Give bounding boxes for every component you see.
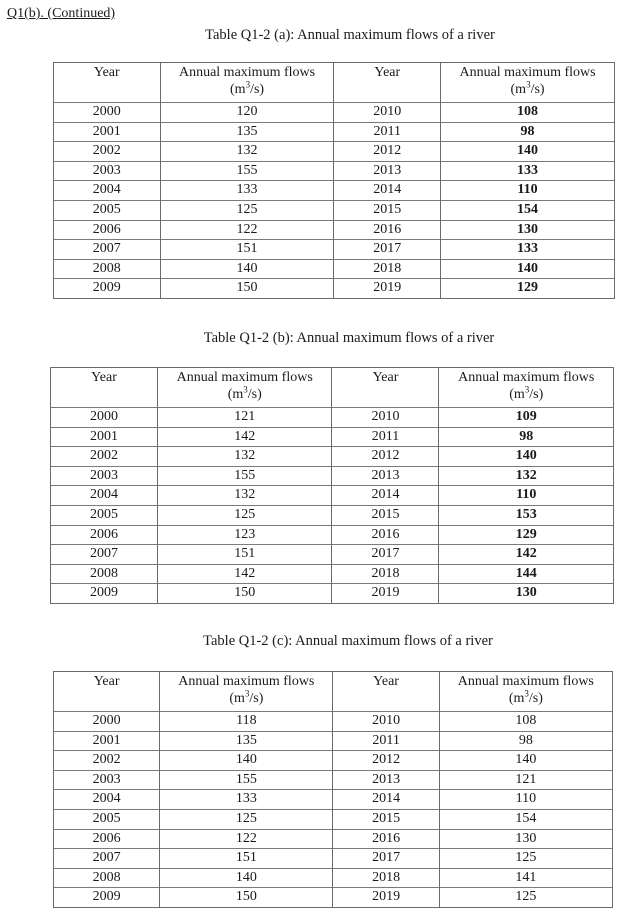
flow-header-label: Annual maximum flows	[178, 674, 315, 689]
flow-cell: 132	[439, 466, 614, 486]
unit-text: (m	[229, 691, 245, 706]
flow-cell: 154	[439, 809, 612, 829]
flow-unit	[160, 690, 332, 707]
flow-cell: 140	[441, 259, 615, 279]
year-cell: 2002	[54, 751, 160, 771]
unit-exponent: 3	[524, 384, 530, 395]
table-b-caption: Table Q1-2 (b): Annual maximum flows of a river	[203, 330, 495, 346]
flow-cell: 140	[439, 447, 614, 467]
flow-cell: 129	[441, 279, 615, 299]
table-row	[51, 466, 614, 486]
flow-cell: 140	[439, 751, 612, 771]
year-cell: 2005	[54, 200, 161, 220]
table-a	[53, 62, 615, 299]
flow-cell: 121	[157, 408, 332, 428]
table-c-caption: Table Q1-2 (c): Annual maximum flows of a river	[203, 633, 493, 649]
flow-cell: 110	[441, 181, 615, 201]
year-cell: 2018	[332, 564, 439, 584]
flow-cell: 144	[439, 564, 614, 584]
flow-cell: 133	[441, 161, 615, 181]
table-row	[54, 712, 613, 732]
year-cell: 2010	[334, 103, 441, 123]
year-cell: 2002	[54, 142, 161, 162]
flow-cell: 98	[441, 122, 615, 142]
table-a-caption: Table Q1-2 (a): Annual maximum flows of a river	[205, 27, 495, 43]
flow-header-label: Annual maximum flows	[459, 65, 596, 80]
unit-text: (m	[509, 387, 525, 402]
year-cell: 2000	[54, 712, 160, 732]
year-cell: 2016	[333, 829, 439, 849]
year-cell: 2011	[333, 731, 439, 751]
year-cell: 2019	[333, 888, 439, 908]
year-cell: 2001	[54, 731, 160, 751]
flow-unit	[441, 81, 614, 98]
unit-text: /s)	[530, 82, 545, 97]
year-cell: 2009	[54, 888, 160, 908]
year-cell: 2014	[334, 181, 441, 201]
flow-cell: 150	[160, 888, 333, 908]
flow-cell: 130	[439, 829, 612, 849]
unit-exponent: 3	[245, 79, 251, 90]
table-row	[51, 525, 614, 545]
table-row	[54, 888, 613, 908]
table-row	[54, 790, 613, 810]
unit-text: /s)	[249, 691, 264, 706]
flow-cell: 133	[160, 790, 333, 810]
table-row	[51, 486, 614, 506]
table-row	[51, 545, 614, 565]
table-row	[54, 161, 615, 181]
table-row	[54, 809, 613, 829]
flow-cell: 155	[160, 161, 334, 181]
table-row	[51, 505, 614, 525]
table-row	[54, 731, 613, 751]
flow-unit	[440, 690, 612, 707]
year-cell: 2018	[333, 868, 439, 888]
flow-cell: 154	[441, 200, 615, 220]
year-cell: 2009	[54, 279, 161, 299]
year-cell: 2003	[54, 770, 160, 790]
flow-cell: 109	[439, 408, 614, 428]
year-cell: 2010	[333, 712, 439, 732]
year-cell: 2013	[332, 466, 439, 486]
year-cell: 2007	[54, 240, 161, 260]
year-cell: 2005	[54, 809, 160, 829]
flow-cell: 108	[439, 712, 612, 732]
flow-cell: 140	[160, 868, 333, 888]
unit-exponent: 3	[244, 688, 250, 699]
flow-cell: 155	[157, 466, 332, 486]
flow-cell: 118	[160, 712, 333, 732]
unit-text: /s)	[528, 691, 543, 706]
table-row	[54, 200, 615, 220]
flow-cell: 142	[157, 564, 332, 584]
year-cell: 2015	[332, 505, 439, 525]
flow-cell: 135	[160, 731, 333, 751]
year-header: Year	[51, 368, 158, 408]
year-cell: 2019	[332, 584, 439, 604]
year-cell: 2016	[334, 220, 441, 240]
flow-cell: 133	[441, 240, 615, 260]
table-row	[51, 447, 614, 467]
flow-cell: 129	[439, 525, 614, 545]
year-cell: 2001	[51, 427, 158, 447]
unit-text: /s)	[250, 82, 265, 97]
year-cell: 2009	[51, 584, 158, 604]
year-cell: 2013	[334, 161, 441, 181]
year-cell: 2012	[332, 447, 439, 467]
flow-header-label: Annual maximum flows	[178, 65, 316, 80]
flow-header	[439, 672, 612, 712]
flow-cell: 132	[157, 486, 332, 506]
unit-exponent: 3	[243, 384, 248, 395]
unit-exponent: 3	[526, 79, 531, 90]
year-cell: 2006	[54, 829, 160, 849]
year-cell: 2000	[51, 408, 158, 428]
flow-cell: 132	[160, 142, 334, 162]
year-cell: 2004	[51, 486, 158, 506]
table-row	[51, 584, 614, 604]
table-row	[54, 279, 615, 299]
flow-cell: 98	[439, 427, 614, 447]
flow-cell: 108	[441, 103, 615, 123]
table-row	[54, 829, 613, 849]
year-cell: 2003	[54, 161, 161, 181]
year-cell: 2007	[51, 545, 158, 565]
flow-cell: 130	[441, 220, 615, 240]
flow-cell: 110	[439, 486, 614, 506]
year-cell: 2015	[333, 809, 439, 829]
flow-cell: 120	[160, 103, 334, 123]
year-cell: 2017	[332, 545, 439, 565]
unit-exponent: 3	[524, 688, 529, 699]
year-header: Year	[54, 63, 161, 103]
year-cell: 2017	[334, 240, 441, 260]
year-cell: 2000	[54, 103, 161, 123]
table-row	[54, 751, 613, 771]
flow-unit	[161, 81, 334, 98]
table-row	[54, 770, 613, 790]
flow-header	[439, 368, 614, 408]
flow-cell: 151	[157, 545, 332, 565]
flow-cell: 98	[439, 731, 612, 751]
flow-cell: 133	[160, 181, 334, 201]
flow-cell: 125	[160, 809, 333, 829]
flow-cell: 155	[160, 770, 333, 790]
year-cell: 2017	[333, 849, 439, 869]
year-header: Year	[332, 368, 439, 408]
year-cell: 2005	[51, 505, 158, 525]
flow-header	[157, 368, 332, 408]
flow-cell: 132	[157, 447, 332, 467]
year-cell: 2013	[333, 770, 439, 790]
unit-text: /s)	[529, 387, 544, 402]
year-cell: 2008	[54, 868, 160, 888]
year-cell: 2008	[51, 564, 158, 584]
year-cell: 2004	[54, 181, 161, 201]
section-heading: Q1(b). (Continued)	[7, 6, 116, 21]
flow-cell: 141	[439, 868, 612, 888]
flow-header-label: Annual maximum flows	[458, 370, 595, 385]
flow-cell: 123	[157, 525, 332, 545]
table-row	[54, 220, 615, 240]
table-row	[54, 122, 615, 142]
flow-header-label: Annual maximum flows	[457, 674, 594, 689]
year-cell: 2010	[332, 408, 439, 428]
flow-cell: 125	[160, 200, 334, 220]
year-cell: 2003	[51, 466, 158, 486]
flow-cell: 142	[157, 427, 332, 447]
flow-unit	[158, 386, 332, 403]
year-cell: 2001	[54, 122, 161, 142]
year-cell: 2014	[332, 486, 439, 506]
year-header: Year	[333, 672, 439, 712]
table-row	[54, 181, 615, 201]
flow-cell: 125	[439, 849, 612, 869]
flow-cell: 130	[439, 584, 614, 604]
table-row	[54, 142, 615, 162]
flow-cell: 140	[160, 751, 333, 771]
year-cell: 2007	[54, 849, 160, 869]
year-cell: 2011	[334, 122, 441, 142]
table-row	[54, 849, 613, 869]
flow-cell: 122	[160, 220, 334, 240]
table-b	[50, 367, 614, 604]
flow-cell: 140	[160, 259, 334, 279]
table-row	[51, 408, 614, 428]
flow-header	[441, 63, 615, 103]
year-cell: 2012	[334, 142, 441, 162]
flow-cell: 125	[439, 888, 612, 908]
year-cell: 2019	[334, 279, 441, 299]
unit-text: (m	[230, 82, 246, 97]
unit-text: (m	[227, 387, 244, 402]
year-cell: 2004	[54, 790, 160, 810]
flow-cell: 151	[160, 240, 334, 260]
table-row	[51, 564, 614, 584]
unit-text: /s)	[247, 387, 262, 402]
year-cell: 2018	[334, 259, 441, 279]
year-header: Year	[334, 63, 441, 103]
flow-cell: 151	[160, 849, 333, 869]
flow-cell: 150	[157, 584, 332, 604]
flow-cell: 142	[439, 545, 614, 565]
flow-cell: 150	[160, 279, 334, 299]
unit-text: (m	[510, 82, 527, 97]
year-cell: 2015	[334, 200, 441, 220]
year-cell: 2011	[332, 427, 439, 447]
flow-unit	[439, 386, 613, 403]
year-cell: 2002	[51, 447, 158, 467]
year-cell: 2006	[54, 220, 161, 240]
flow-header-label: Annual maximum flows	[176, 370, 313, 385]
table-row	[54, 103, 615, 123]
year-header: Year	[54, 672, 160, 712]
year-cell: 2012	[333, 751, 439, 771]
flow-cell: 153	[439, 505, 614, 525]
flow-cell: 135	[160, 122, 334, 142]
year-cell: 2014	[333, 790, 439, 810]
table-row	[51, 427, 614, 447]
table-row	[54, 259, 615, 279]
table-row	[54, 868, 613, 888]
flow-cell: 121	[439, 770, 612, 790]
year-cell: 2006	[51, 525, 158, 545]
flow-cell: 140	[441, 142, 615, 162]
flow-cell: 110	[439, 790, 612, 810]
year-cell: 2008	[54, 259, 161, 279]
table-row	[54, 240, 615, 260]
unit-text: (m	[508, 691, 525, 706]
flow-cell: 122	[160, 829, 333, 849]
flow-header	[160, 63, 334, 103]
flow-cell: 125	[157, 505, 332, 525]
flow-header	[160, 672, 333, 712]
table-c	[53, 671, 613, 908]
year-cell: 2016	[332, 525, 439, 545]
